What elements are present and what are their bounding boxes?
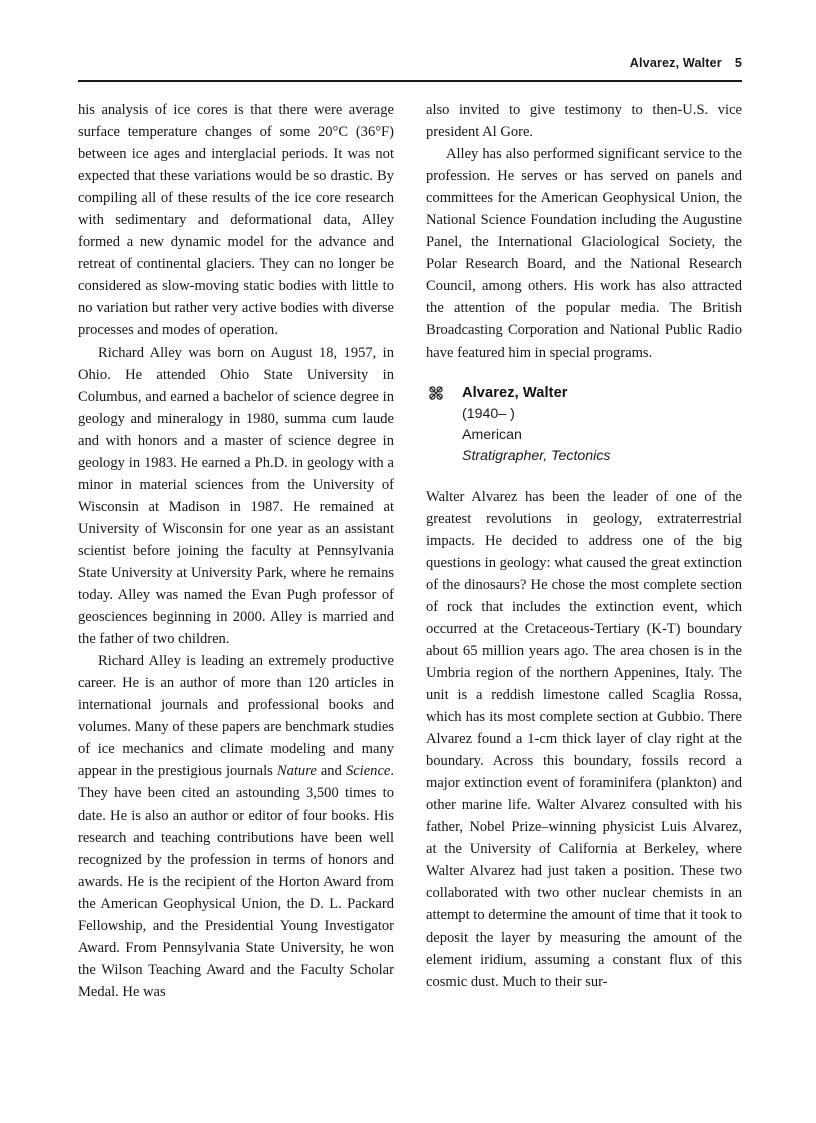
paragraph-gore: also invited to give testimony to then-U.S. vice president Al Gore. [426,102,742,141]
body-columns [78,99,742,1029]
running-head-title: Alvarez, Walter [629,56,722,70]
journal-science: Science [345,763,391,780]
page-number: 5 [734,56,742,70]
entry-heading-lines [426,383,742,467]
entry-nationality: American [462,426,522,443]
encyclopedia-entry-header [426,383,742,467]
paragraph-alley-biography: Richard Alley was born on August 18, 1957, in Ohio. He attended Ohio State University in Columbus, and earned a bachelor of science degree in geology and mineralogy in 1980, summa cum laude and with honors and a master of science degree in geology in 1983. He earned a Ph.D. in geology with a minor in material sciences from the University of Wisconsin at Madison in 1987. He remained at University of Wisconsin for one year as an assistant scientist before joining the faculty at Pennsylvania State University at University Park, where he remains today. Alley was named the Evan Pugh professor of geosciences beginning in 2000. Alley is married and the father of two children. [78,344,394,648]
header-rule [78,80,742,82]
career-text-1: Richard Alley is leading an extremely productive career. He is an author of more than 120 articles in international journals and professional books and volumes. Many of these papers are benchmark studies of ice mechanics and climate modeling and many appear in the prestigious journals [78,653,394,780]
career-text-3: . They have been cited an astounding 3,500 times to date. He is also an author or editor of four books. His research and teaching contributions have been well recognized by the profession in terms of honors and awards. He is the recipient of the Horton Award from the American Geophysical Union, the D. L. Packard Fellowship, and the Presidential Young Investigator Award. From Pennsylvania State University, he won the Wilson Teaching Award and the Faculty Scholar Medal. He was [78,763,394,1000]
paragraph-alley-career [78,650,394,1003]
entry-name: Alvarez, Walter [462,384,568,401]
running-head [78,56,742,70]
entry-field: Stratigrapher, Tectonics [462,447,611,464]
entry-ornament-icon [428,385,444,401]
paragraph-alley-ice-cores: his analysis of ice cores is that there were average surface temperature changes of some 20°C (36°F) between ice ages and interglacial periods. It was not expected that these variations would be so drastic. By compiling all of these results of the ice core research with sedimentary and deformational data, Alley formed a new dynamic model for the advance and retreat of continental glaciers. They can no longer be considered as slow-moving static bodies with little to no variation but rather very active bodies with diverse processes and modes of operation. [78,102,394,339]
right-column [426,99,742,1029]
career-text-2: and [316,763,346,780]
paragraph-alvarez-main: Walter Alvarez has been the leader of one of the greatest revolutions in geology, extraterrestrial impacts. He decided to address one of the big questions in geology: what caused the great extinction of the dinosaurs? He chose the most complete section of rock that includes the extinction event, which occurred at the Cretaceous-Tertiary (K-T) boundary about 65 million years ago. The area chosen is in the Umbria region of the northern Appenines, Italy. The unit is a reddish limestone called Scaglia Rossa, which has its most complete section at Gubbio. There Alvarez found a 1-cm thick layer of clay right at the boundary. Across this boundary, fossils record a major extinction event of foraminifera (plankton) and other marine life. Walter Alvarez consulted with his father, Nobel Prize–winning physicist Luis Alvarez, at the University of California at Berkeley, where Walter Alvarez had just taken a position. These two collaborated with two other nuclear chemists in an attempt to determine the amount of time that it took to deposit the layer by measuring the amount of the element iridium, assuming a constant flux of this cosmic dust. Much to their sur- [426,488,742,990]
paragraph-alley-service: Alley has also performed significant service to the profession. He serves or has served on panels and committees for the American Geophysical Union, the National Science Foundation including the Augustine Panel, the International Glaciological Society, the Polar Research Board, and the National Research Council, among others. His work has also attracted the attention of the popular media. The British Broadcasting Corporation and National Public Radio have featured him in special programs. [426,146,742,361]
entry-dates: (1940– ) [462,405,515,422]
left-column [78,99,394,1029]
journal-nature: Nature [276,763,317,780]
